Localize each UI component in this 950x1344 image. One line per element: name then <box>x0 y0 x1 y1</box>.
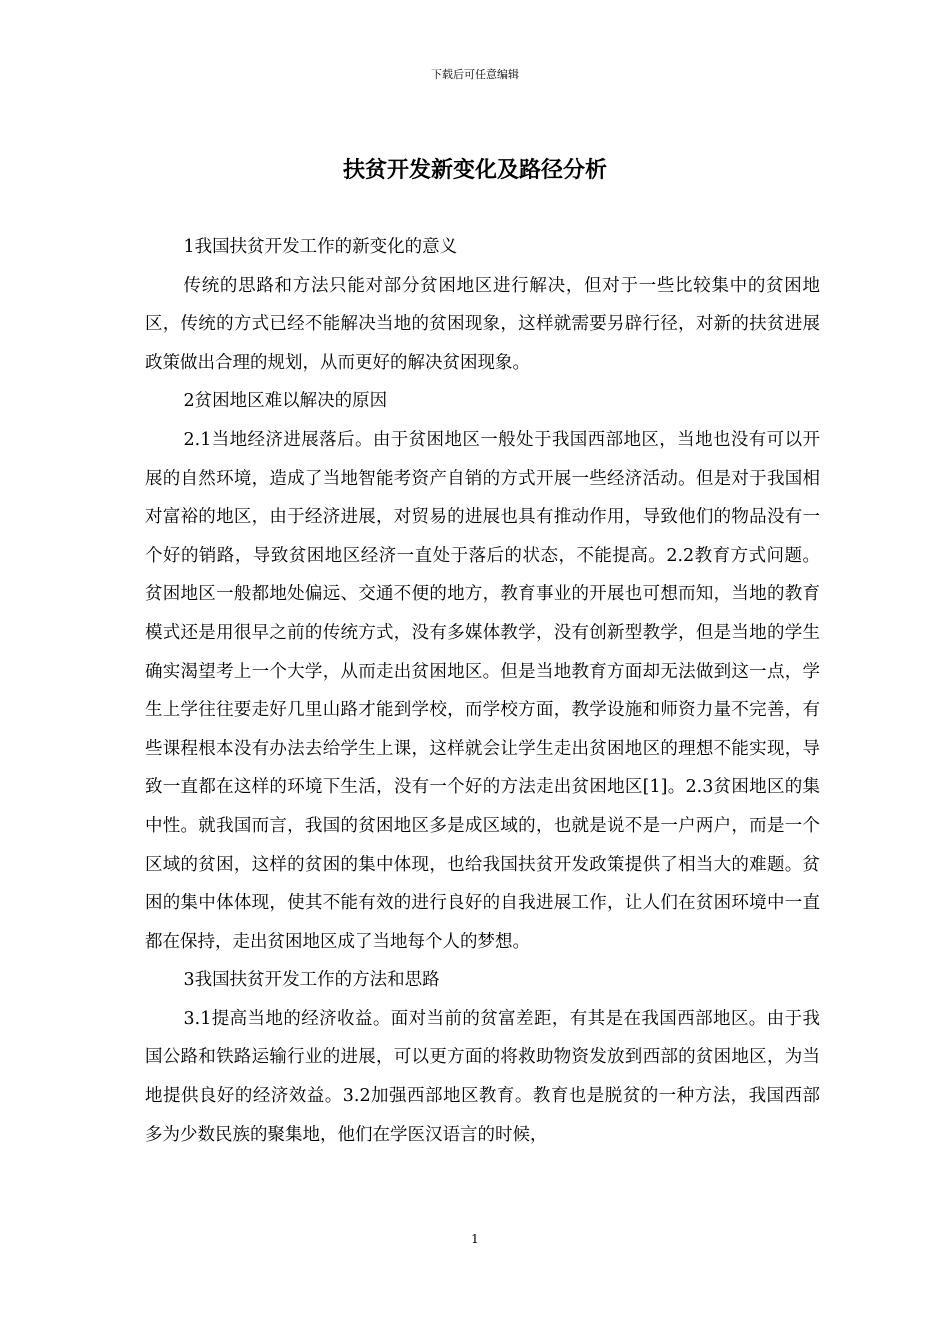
section-heading-1: 1我国扶贫开发工作的新变化的意义 <box>183 237 458 257</box>
body-paragraph: 传统的思路和方法只能对部分贫困地区进行解决，但对于一些比较集中的贫困地区，传统的方式已经不能解决当地的贫困现象，这样就需要另辟行径，对新的扶贫进展政策做出合理的规划，从而更好的解决贫困现象。 <box>145 275 820 373</box>
page-number: 1 <box>471 1232 479 1246</box>
document-body <box>145 228 820 1154</box>
header-note: 下载后可任意编辑 <box>431 68 519 81</box>
body-paragraph: 3.1提高当地的经济收益。面对当前的贫富差距，有其是在我国西部地区。由于我国公路和铁路运输行业的进展，可以更方面的将救助物资发放到西部的贫困地区，为当地提供良好的经济效益。3.2加强西部地区教育。教育也是脱贫的一种方法，我国西部多为少数民族的聚集地，他们在学医汉语言的时候， <box>145 1008 820 1145</box>
body-paragraph: 2.1当地经济进展落后。由于贫困地区一般处于我国西部地区，当地也没有可以开展的自然环境，造成了当地智能考资产自销的方式开展一些经济活动。但是对于我国相对富裕的地区，由于经济进展，对贸易的进展也具有推动作用，导致他们的物品没有一个好的销路，导致贫困地区经济一直处于落后的状态，不能提高。2.2教育方式问题。贫困地区一般都地处偏远、交通不便的地方，教育事业的开展也可想而知，当地的教育模式还是用很早之前的传统方式，没有多媒体教学，没有创新型教学，但是当地的学生确实渴望考上一个大学，从而走出贫困地区。但是当地教育方面却无法做到这一点，学生上学往往要走好几里山路才能到学校，而学校方面，教学设施和师资力量不完善，有些课程根本没有办法去给学生上课，这样就会让学生走出贫困地区的理想不能实现，导致一直都在这样的环境下生活，没有一个好的方法走出贫困地区[1]。2.3贫困地区的集中性。就我国而言，我国的贫困地区多是成区域的，也就是说不是一户两户，而是一个区域的贫困，这样的贫困的集中体现，也给我国扶贫开发政策提供了相当大的难题。贫困的集中体体现，使其不能有效的进行良好的自我进展工作，让人们在贫困环境中一直都在保持，走出贫困地区成了当地每个人的梦想。 <box>145 429 820 952</box>
document-title: 扶贫开发新变化及路径分析 <box>342 157 607 183</box>
section-heading-3: 3我国扶贫开发工作的方法和思路 <box>183 970 440 991</box>
section-heading-2: 2贫困地区难以解决的原因 <box>183 391 388 412</box>
